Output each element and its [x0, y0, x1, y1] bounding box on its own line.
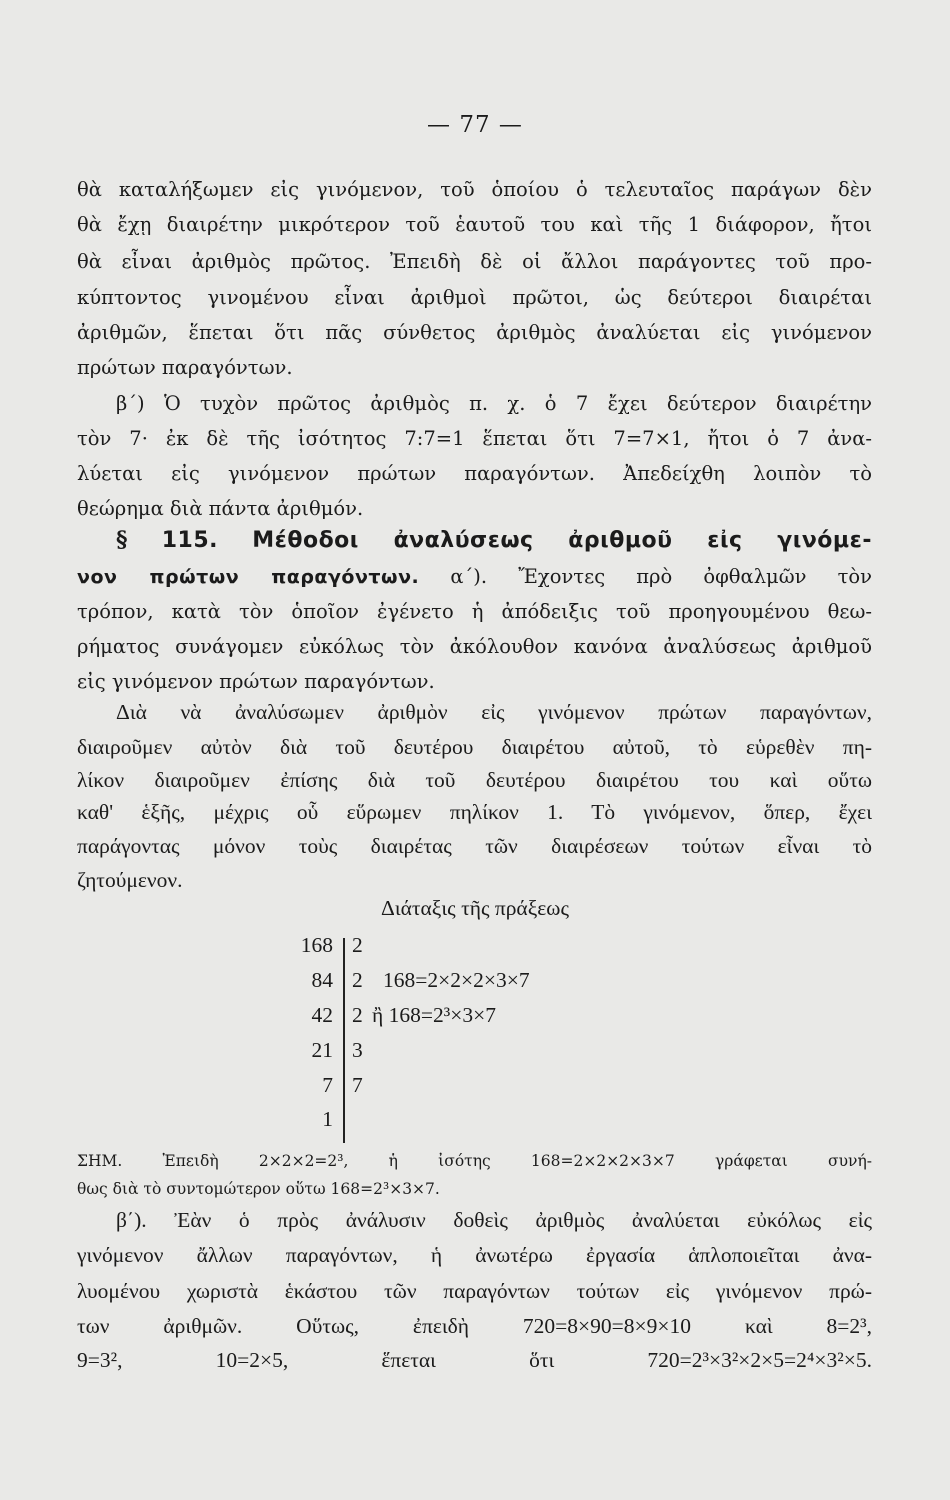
text-line: θως διὰ τὸ συντομώτερον οὕτω 168=2³×3×7.	[77, 1180, 440, 1198]
section-sign: §	[116, 527, 128, 553]
text-line: εἰς γινόμενον πρώτων παραγόντων.	[77, 670, 435, 693]
table-divider	[343, 938, 345, 1143]
section-heading-line-2	[77, 565, 872, 588]
text-line: ἀριθμῶν, ἕπεται ὅτι πᾶς σύνθετος ἀριθμὸς ἀναλύεται εἰς γινόμενον	[77, 321, 872, 344]
text-line: τρόπον, κατὰ τὸν ὁποῖον ἐγένετο ἡ ἀπόδειξις τοῦ προηγουμένου θεω-	[77, 600, 872, 623]
divisor: 2	[352, 933, 363, 957]
dividend: 84	[311, 968, 333, 992]
text-line: θὰ καταλήξωμεν εἰς γινόμενον, τοῦ ὁποίου ὁ τελευταῖος παράγων δὲν	[77, 178, 872, 201]
text-line: ΣΗΜ. Ἐπειδὴ 2×2×2=2³, ἡ ἰσότης 168=2×2×2×3×7 γράφεται συνή-	[77, 1152, 872, 1170]
text-line: πρώτων παραγόντων.	[77, 356, 293, 379]
text-line: τὸν 7· ἐκ δὲ τῆς ἰσότητος 7:7=1 ἕπεται ὅτι 7=7×1, ἤτοι ὁ 7 ἀνα-	[77, 427, 872, 450]
text-line: γινόμενον ἄλλων παραγόντων, ἡ ἀνωτέρω ἐργασία ἁπλοποιεῖται ἀνα-	[77, 1243, 872, 1267]
section-heading-line	[116, 527, 872, 553]
text-line: Διὰ νὰ ἀναλύσωμεν ἀριθμὸν εἰς γινόμενον πρώτων παραγόντων,	[116, 700, 872, 724]
text-line: λίκον διαιροῦμεν ἐπίσης διὰ τοῦ δευτέρου διαιρέτου του καὶ οὕτω	[77, 768, 872, 792]
divisor: 7	[352, 1073, 363, 1097]
dividend: 42	[311, 1003, 333, 1027]
divisor: 3	[352, 1038, 363, 1062]
text-line: 9=3², 10=2×5, ἕπεται ὅτι 720=2³×3²×2×5=2⁴×3²×5.	[77, 1348, 872, 1372]
text-line: λύεται εἰς γινόμενον πρώτων παραγόντων. Ἀπεδείχθη λοιπὸν τὸ	[77, 462, 872, 485]
text-line: διαιροῦμεν αὐτὸν διὰ τοῦ δευτέρου διαιρέτου αὐτοῦ, τὸ εὑρεθὲν πη-	[77, 735, 872, 759]
text-fragment: α΄). Ἔχοντες πρὸ ὀφθαλμῶν τὸν	[450, 565, 872, 588]
divisor: 2	[352, 968, 363, 992]
factorization-note: 168=2×2×2×3×7	[383, 968, 530, 992]
text-line: ρήματος συνάγομεν εὐκόλως τὸν ἀκόλουθον κανόνα ἀναλύσεως ἀριθμοῦ	[77, 635, 872, 658]
text-line: παράγοντας μόνον τοὺς διαιρέτας τῶν διαιρέσεων τούτων εἶναι τὸ	[77, 834, 872, 858]
text-line: ζητούμενον.	[77, 868, 183, 892]
table-title: Διάταξις τῆς πράξεως	[381, 896, 569, 920]
text-line: θὰ εἶναι ἀριθμὸς πρῶτος. Ἐπειδὴ δὲ οἱ ἄλλοι παράγοντες τοῦ προ-	[77, 250, 872, 273]
dividend: 7	[322, 1073, 333, 1097]
section-title: Μέθοδοι ἀναλύσεως ἀριθμοῦ εἰς γινόμε-	[252, 528, 872, 553]
text-line: θεώρημα διὰ πάντα ἀριθμόν.	[77, 497, 364, 520]
divisor: 2	[352, 1003, 363, 1027]
section-number: 115.	[161, 528, 218, 553]
text-line: λυομένου χωριστὰ ἑκάστου τῶν παραγόντων τούτων εἰς γινόμενον πρώ-	[77, 1279, 872, 1303]
text-line: β΄). Ἐὰν ὁ πρὸς ἀνάλυσιν δοθεὶς ἀριθμὸς ἀναλύεται εὐκόλως εἰς	[116, 1208, 872, 1232]
dividend: 21	[311, 1038, 333, 1062]
section-title-continued: νον πρώτων παραγόντων.	[77, 566, 420, 588]
text-line: καθ' ἑξῆς, μέχρις οὗ εὕρωμεν πηλίκον 1. Τὸ γινόμενον, ὅπερ, ἔχει	[77, 800, 872, 824]
text-line: κύπτοντος γινομένου εἶναι ἀριθμοὶ πρῶτοι, ὡς δεύτεροι διαιρέται	[77, 286, 872, 309]
text-line: θὰ ἔχῃ διαιρέτην μικρότερον τοῦ ἑαυτοῦ του καὶ τῆς 1 διάφορον, ἤτοι	[77, 213, 872, 236]
text-line: των ἀριθμῶν. Οὕτως, ἐπειδὴ 720=8×90=8×9×10 καὶ 8=2³,	[77, 1314, 872, 1338]
page-number: — 77 —	[427, 112, 523, 138]
dividend: 1	[322, 1107, 333, 1131]
factorization-note: ἢ 168=2³×3×7	[372, 1003, 496, 1027]
dividend: 168	[300, 933, 333, 957]
text-line: β΄) Ὁ τυχὸν πρῶτος ἀριθμὸς π. χ. ὁ 7 ἔχει δεύτερον διαιρέτην	[116, 392, 872, 415]
division-table	[290, 930, 690, 1145]
